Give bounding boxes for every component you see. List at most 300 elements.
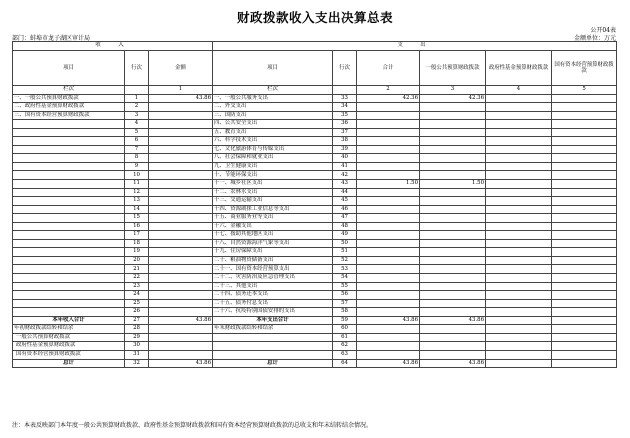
income-seq-cell: 28 — [125, 325, 149, 334]
expense-soe-cell — [552, 291, 617, 300]
expense-total-cell — [357, 128, 420, 137]
expense-total-cell — [357, 299, 420, 308]
income-seq-cell: 8 — [125, 154, 149, 163]
expense-general-cell — [420, 222, 486, 231]
expense-item-cell: 七、文化旅游体育与传媒支出 — [213, 145, 333, 154]
expense-general-cell — [420, 120, 486, 129]
expense-total-cell — [357, 214, 420, 223]
expense-general-cell — [420, 274, 486, 283]
expense-general-cell — [420, 171, 486, 180]
income-amount-cell — [149, 333, 213, 342]
expense-fund-cell — [486, 197, 552, 206]
expense-soe-cell — [552, 171, 617, 180]
expense-soe-cell — [552, 145, 617, 154]
col-number-soe: 5 — [552, 86, 617, 95]
column-header-row — [13, 51, 617, 86]
expense-fund-cell — [486, 154, 552, 163]
income-item-cell: 总计 — [13, 359, 125, 368]
income-item-cell — [13, 214, 125, 223]
expense-general-cell: 42.36 — [420, 94, 486, 103]
expense-seq-cell: 37 — [333, 128, 357, 137]
income-seq-cell: 25 — [125, 299, 149, 308]
column-number-row — [13, 86, 617, 95]
income-item-cell: 政府性基金预算财政拨款 — [13, 342, 125, 351]
table-row — [13, 154, 617, 163]
expense-item-cell: 十五、商业服务业等支出 — [213, 214, 333, 223]
expense-seq-cell: 55 — [333, 282, 357, 291]
expense-total-cell — [357, 342, 420, 351]
table-row — [13, 282, 617, 291]
expense-seq-cell: 59 — [333, 316, 357, 325]
income-amount-cell: 43.86 — [149, 316, 213, 325]
expense-fund-cell — [486, 333, 552, 342]
table-row — [13, 120, 617, 129]
income-seq-cell: 32 — [125, 359, 149, 368]
expense-general-cell — [420, 205, 486, 214]
expense-fund-cell — [486, 359, 552, 368]
expense-soe-cell — [552, 265, 617, 274]
expense-fund-cell — [486, 205, 552, 214]
expense-total-cell — [357, 265, 420, 274]
table-row — [13, 239, 617, 248]
income-item-cell — [13, 265, 125, 274]
expense-soe-cell — [552, 299, 617, 308]
expense-soe-cell — [552, 197, 617, 206]
section-header-row — [13, 42, 617, 51]
expense-item-cell: 三、国防支出 — [213, 111, 333, 120]
income-amount-cell — [149, 248, 213, 257]
expense-soe-cell — [552, 316, 617, 325]
table-row — [13, 316, 617, 325]
table-row — [13, 359, 617, 368]
income-amount-cell — [149, 197, 213, 206]
expense-item-cell: 二十三、其他支出 — [213, 282, 333, 291]
income-amount-cell — [149, 103, 213, 112]
income-seq-cell: 30 — [125, 342, 149, 351]
expense-fund-cell — [486, 111, 552, 120]
expense-fund-cell — [486, 171, 552, 180]
expense-item-cell — [213, 333, 333, 342]
expense-soe-cell — [552, 282, 617, 291]
expense-seq-cell: 44 — [333, 188, 357, 197]
expense-fund-cell — [486, 145, 552, 154]
income-seq-cell: 12 — [125, 188, 149, 197]
col-label-expense: 栏次 — [213, 86, 333, 95]
expense-general-cell — [420, 137, 486, 146]
table-row — [13, 342, 617, 351]
expense-item-cell: 十六、金融支出 — [213, 222, 333, 231]
income-seq-cell: 4 — [125, 120, 149, 129]
expense-item-cell: 二十四、债务还本支出 — [213, 291, 333, 300]
expense-seq-cell: 54 — [333, 274, 357, 283]
income-item-cell: 年初财政拨款结转和结余 — [13, 325, 125, 334]
income-seq-cell: 24 — [125, 291, 149, 300]
expense-item-cell: 八、社会保障和就业支出 — [213, 154, 333, 163]
expense-fund-cell — [486, 214, 552, 223]
income-item-cell: 本年收入合计 — [13, 316, 125, 325]
expense-seq-cell: 47 — [333, 214, 357, 223]
expense-total-cell — [357, 111, 420, 120]
expense-total-cell — [357, 188, 420, 197]
income-item-cell — [13, 239, 125, 248]
expense-general-cell — [420, 333, 486, 342]
expense-seq-cell: 35 — [333, 111, 357, 120]
table-row — [13, 103, 617, 112]
expense-fund-cell — [486, 308, 552, 317]
expense-fund-cell — [486, 103, 552, 112]
expense-general-cell — [420, 248, 486, 257]
expense-fund-cell — [486, 342, 552, 351]
income-section-header: 收 入 — [13, 42, 213, 51]
expense-soe-cell — [552, 111, 617, 120]
expense-fund-cell — [486, 316, 552, 325]
expense-total-cell — [357, 103, 420, 112]
expense-fund-cell — [486, 256, 552, 265]
expense-item-cell: 十三、交通运输支出 — [213, 197, 333, 206]
expense-seq-cell: 40 — [333, 154, 357, 163]
col-label-blank — [125, 86, 149, 95]
table-row — [13, 299, 617, 308]
expense-fund-cell — [486, 291, 552, 300]
table-row — [13, 137, 617, 146]
expense-total-cell — [357, 333, 420, 342]
expense-general-cell — [420, 350, 486, 359]
expense-general-cell — [420, 197, 486, 206]
table-row — [13, 308, 617, 317]
income-amount-cell — [149, 342, 213, 351]
expense-soe-cell — [552, 248, 617, 257]
expense-item-cell: 二十六、抗疫特别国债安排的支出 — [213, 308, 333, 317]
expense-soe-cell — [552, 103, 617, 112]
table-row — [13, 256, 617, 265]
income-amount-cell — [149, 308, 213, 317]
income-amount-cell: 43.86 — [149, 359, 213, 368]
expense-total-cell — [357, 197, 420, 206]
income-amount-cell: 43.86 — [149, 94, 213, 103]
expense-general-cell — [420, 256, 486, 265]
expense-total-cell — [357, 231, 420, 240]
expense-seq-cell: 60 — [333, 325, 357, 334]
expense-seq-cell: 34 — [333, 103, 357, 112]
expense-seq-cell: 41 — [333, 162, 357, 171]
income-item-cell — [13, 274, 125, 283]
expense-total-cell — [357, 154, 420, 163]
income-item-cell — [13, 308, 125, 317]
expense-fund-cell — [486, 180, 552, 189]
expense-item-cell: 总计 — [213, 359, 333, 368]
table-row — [13, 180, 617, 189]
income-amount-cell — [149, 145, 213, 154]
table-row — [13, 248, 617, 257]
expense-soe-cell — [552, 214, 617, 223]
expense-item-cell: 二十二、灾害防治及应急管理支出 — [213, 274, 333, 283]
income-amount-cell — [149, 137, 213, 146]
expense-fund-cell — [486, 94, 552, 103]
expense-seq-cell: 56 — [333, 291, 357, 300]
expense-fund-cell — [486, 265, 552, 274]
expense-soe-cell — [552, 325, 617, 334]
table-row — [13, 197, 617, 206]
expense-total-cell — [357, 171, 420, 180]
expense-soe-cell — [552, 222, 617, 231]
expense-total-cell — [357, 308, 420, 317]
table-row — [13, 214, 617, 223]
income-item-cell — [13, 299, 125, 308]
income-item-cell — [13, 128, 125, 137]
income-amount-cell — [149, 291, 213, 300]
expense-soe-cell — [552, 333, 617, 342]
income-item-cell — [13, 145, 125, 154]
col-total: 合计 — [357, 51, 420, 86]
expense-fund-cell — [486, 162, 552, 171]
expense-seq-cell: 64 — [333, 359, 357, 368]
expense-seq-cell: 57 — [333, 299, 357, 308]
expense-total-cell: 43.86 — [357, 359, 420, 368]
income-amount-cell — [149, 299, 213, 308]
expense-general-cell — [420, 308, 486, 317]
col-number-general: 3 — [420, 86, 486, 95]
expense-general-cell — [420, 128, 486, 137]
income-item-cell — [13, 256, 125, 265]
table-row — [13, 333, 617, 342]
expense-seq-cell: 50 — [333, 239, 357, 248]
table-row — [13, 162, 617, 171]
col-label-blank — [333, 86, 357, 95]
income-amount-cell — [149, 171, 213, 180]
expense-item-cell: 一、一般公共服务支出 — [213, 94, 333, 103]
income-item-cell — [13, 291, 125, 300]
expense-general-cell — [420, 188, 486, 197]
table-row — [13, 94, 617, 103]
income-amount-cell — [149, 265, 213, 274]
expense-seq-cell: 42 — [333, 171, 357, 180]
table-row — [13, 325, 617, 334]
expense-seq-cell: 46 — [333, 205, 357, 214]
income-seq-cell: 14 — [125, 205, 149, 214]
page-title: 财政拨款收入支出决算总表 — [236, 10, 393, 25]
expense-total-cell: 1.50 — [357, 180, 420, 189]
expense-fund-cell — [486, 222, 552, 231]
expense-seq-cell: 53 — [333, 265, 357, 274]
income-amount-cell — [149, 188, 213, 197]
expense-soe-cell — [552, 231, 617, 240]
income-item-cell — [13, 231, 125, 240]
expense-seq-cell: 61 — [333, 333, 357, 342]
income-item-cell: 二、政府性基金预算财政拨款 — [13, 103, 125, 112]
expense-item-cell: 二十、粮油物资储备支出 — [213, 256, 333, 265]
expense-general-cell — [420, 162, 486, 171]
income-item-cell — [13, 154, 125, 163]
expense-soe-cell — [552, 350, 617, 359]
income-amount-cell — [149, 274, 213, 283]
income-seq-cell: 11 — [125, 180, 149, 189]
expense-general-cell — [420, 282, 486, 291]
expense-item-cell: 四、公共安全支出 — [213, 120, 333, 129]
form-number: 公开04表 — [590, 27, 616, 34]
income-amount-cell — [149, 256, 213, 265]
expense-total-cell — [357, 282, 420, 291]
col-number-fund: 4 — [486, 86, 552, 95]
expense-general-cell: 43.86 — [420, 359, 486, 368]
col-income-item: 项目 — [13, 51, 125, 86]
expense-general-cell — [420, 342, 486, 351]
expense-item-cell: 六、科学技术支出 — [213, 137, 333, 146]
income-item-cell — [13, 162, 125, 171]
income-item-cell: 一般公共预算财政拨款 — [13, 333, 125, 342]
expense-seq-cell: 63 — [333, 350, 357, 359]
expense-general-cell — [420, 111, 486, 120]
income-item-cell — [13, 205, 125, 214]
income-seq-cell: 13 — [125, 197, 149, 206]
income-seq-cell: 2 — [125, 103, 149, 112]
expense-soe-cell — [552, 94, 617, 103]
expense-fund-cell — [486, 350, 552, 359]
income-item-cell — [13, 248, 125, 257]
expense-seq-cell: 43 — [333, 180, 357, 189]
expense-fund-cell — [486, 299, 552, 308]
table-row — [13, 222, 617, 231]
col-fund-budget: 政府性基金预算财政拨款 — [486, 51, 552, 86]
col-expense-seq: 行次 — [333, 51, 357, 86]
expense-fund-cell — [486, 137, 552, 146]
expense-general-cell — [420, 299, 486, 308]
expense-section-header: 支 出 — [213, 42, 617, 51]
expense-soe-cell — [552, 180, 617, 189]
department-label: 部门：蚌埠市龙子湖区审计局 — [12, 35, 91, 42]
income-item-cell — [13, 180, 125, 189]
income-item-cell — [13, 282, 125, 291]
expense-item-cell — [213, 350, 333, 359]
income-seq-cell: 27 — [125, 316, 149, 325]
expense-seq-cell: 51 — [333, 248, 357, 257]
expense-seq-cell: 52 — [333, 256, 357, 265]
expense-soe-cell — [552, 154, 617, 163]
income-item-cell — [13, 197, 125, 206]
income-item-cell: 三、国有资本经营预算财政拨款 — [13, 111, 125, 120]
expense-fund-cell — [486, 128, 552, 137]
expense-soe-cell — [552, 239, 617, 248]
expense-total-cell — [357, 274, 420, 283]
col-expense-item: 项目 — [213, 51, 333, 86]
col-income-amount: 金额 — [149, 51, 213, 86]
expense-item-cell: 二十一、国有资本经营预算支出 — [213, 265, 333, 274]
col-label-income: 栏次 — [13, 86, 125, 95]
expense-general-cell — [420, 145, 486, 154]
expense-general-cell — [420, 154, 486, 163]
income-seq-cell: 21 — [125, 265, 149, 274]
income-seq-cell: 9 — [125, 162, 149, 171]
expense-seq-cell: 45 — [333, 197, 357, 206]
table-row — [13, 350, 617, 359]
expense-fund-cell — [486, 239, 552, 248]
income-amount-cell — [149, 162, 213, 171]
expense-total-cell: 42.36 — [357, 94, 420, 103]
income-amount-cell — [149, 222, 213, 231]
budget-table — [12, 41, 617, 368]
income-item-cell — [13, 137, 125, 146]
table-row — [13, 231, 617, 240]
expense-item-cell: 十一、城乡社区支出 — [213, 180, 333, 189]
income-amount-cell — [149, 214, 213, 223]
expense-seq-cell: 58 — [333, 308, 357, 317]
income-seq-cell: 3 — [125, 111, 149, 120]
expense-general-cell — [420, 239, 486, 248]
income-seq-cell: 19 — [125, 248, 149, 257]
expense-soe-cell — [552, 188, 617, 197]
income-seq-cell: 7 — [125, 145, 149, 154]
col-soe-budget: 国有资本经营预算财政拨款 — [552, 51, 617, 86]
expense-fund-cell — [486, 248, 552, 257]
expense-fund-cell — [486, 282, 552, 291]
expense-soe-cell — [552, 205, 617, 214]
expense-total-cell — [357, 256, 420, 265]
expense-fund-cell — [486, 188, 552, 197]
expense-fund-cell — [486, 325, 552, 334]
expense-item-cell: 十九、住房保障支出 — [213, 248, 333, 257]
expense-general-cell: 1.50 — [420, 180, 486, 189]
income-seq-cell: 5 — [125, 128, 149, 137]
income-seq-cell: 16 — [125, 222, 149, 231]
income-seq-cell: 23 — [125, 282, 149, 291]
expense-fund-cell — [486, 274, 552, 283]
expense-total-cell — [357, 239, 420, 248]
expense-item-cell: 十二、农林水支出 — [213, 188, 333, 197]
income-seq-cell: 6 — [125, 137, 149, 146]
expense-soe-cell — [552, 162, 617, 171]
expense-item-cell — [213, 342, 333, 351]
income-amount-cell — [149, 205, 213, 214]
table-row — [13, 128, 617, 137]
footnote: 注：本表反映部门本年度一般公共预算财政拨款、政府性基金预算财政拨款和国有资本经营预算财政拨款的总收支和年末结转结余情况。 — [12, 422, 373, 429]
expense-soe-cell — [552, 342, 617, 351]
expense-total-cell — [357, 248, 420, 257]
expense-item-cell: 年末财政拨款结转和结余 — [213, 325, 333, 334]
expense-soe-cell — [552, 308, 617, 317]
income-amount-cell — [149, 120, 213, 129]
table-row — [13, 188, 617, 197]
income-amount-cell — [149, 180, 213, 189]
expense-total-cell — [357, 291, 420, 300]
col-number-total: 2 — [357, 86, 420, 95]
table-row — [13, 171, 617, 180]
income-seq-cell: 22 — [125, 274, 149, 283]
expense-soe-cell — [552, 120, 617, 129]
unit-label: 金额单位：万元 — [573, 35, 616, 42]
income-amount-cell — [149, 325, 213, 334]
expense-seq-cell: 48 — [333, 222, 357, 231]
expense-soe-cell — [552, 256, 617, 265]
table-row — [13, 111, 617, 120]
income-amount-cell — [149, 111, 213, 120]
expense-soe-cell — [552, 359, 617, 368]
expense-item-cell: 九、卫生健康支出 — [213, 162, 333, 171]
income-amount-cell — [149, 128, 213, 137]
expense-seq-cell: 62 — [333, 342, 357, 351]
income-seq-cell: 18 — [125, 239, 149, 248]
income-item-cell — [13, 120, 125, 129]
income-seq-cell: 10 — [125, 171, 149, 180]
income-amount-cell — [149, 282, 213, 291]
expense-item-cell: 五、教育支出 — [213, 128, 333, 137]
expense-soe-cell — [552, 274, 617, 283]
col-number-amount: 1 — [149, 86, 213, 95]
expense-total-cell — [357, 222, 420, 231]
expense-general-cell: 43.86 — [420, 316, 486, 325]
expense-total-cell — [357, 120, 420, 129]
income-seq-cell: 1 — [125, 94, 149, 103]
col-income-seq: 行次 — [125, 51, 149, 86]
income-amount-cell — [149, 231, 213, 240]
